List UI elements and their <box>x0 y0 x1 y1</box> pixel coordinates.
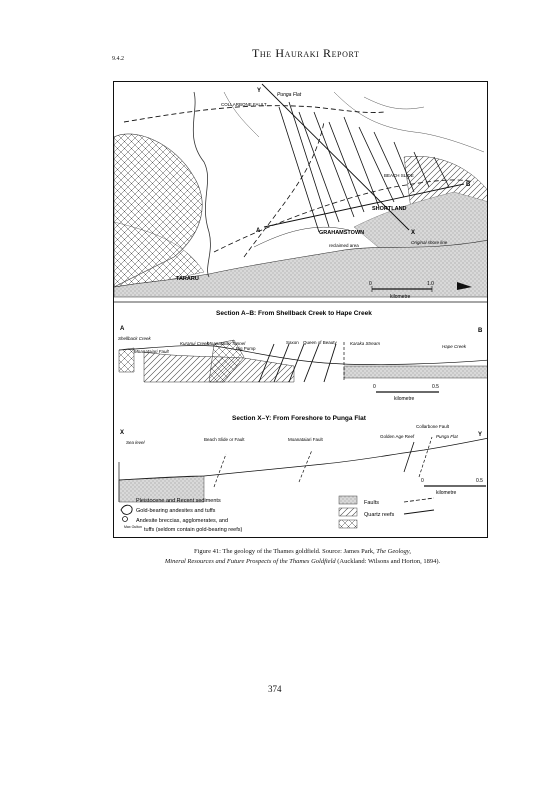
map-stream-2 <box>334 92 484 152</box>
map-point-b: B <box>466 182 471 188</box>
section-number: 9.4.2 <box>112 56 124 62</box>
map-label-reclaimed-area: reclaimed area <box>329 243 359 248</box>
section-ab-sediments <box>344 366 488 378</box>
legend-label-faults: Faults <box>364 500 379 506</box>
legend-item-breccias-cont: tuffs (seldom contain gold-bearing reefs) <box>144 527 243 533</box>
section-xy-label-golden-age-reef: Golden Age Reef <box>380 434 415 439</box>
map-label-shortland: SHORTLAND <box>372 206 407 212</box>
map-stream-1 <box>224 92 259 137</box>
section-ab-label-saxon: Saxon <box>286 340 299 345</box>
section-ab-andesite-west <box>119 348 134 372</box>
section-xy-point-x: X <box>120 430 125 436</box>
section-xy-label-punga-flat: Punga Flat <box>436 434 458 439</box>
map-label-grahamstown: GRAHAMSTOWN <box>319 230 365 236</box>
legend-item-andesites: Gold-bearing andesites and tuffs <box>136 508 216 514</box>
geology-figure-svg <box>114 82 488 538</box>
section-xy-surface <box>119 438 488 480</box>
legend-label-quartz-reefs: Quartz reefs <box>364 512 395 518</box>
section-ab-label-kuranui: Kuranui Creek <box>180 341 209 346</box>
map-scale-unit: kilometre <box>390 294 411 300</box>
section-ab-point-b: B <box>478 328 483 334</box>
map-moanataiari-fault <box>244 122 324 257</box>
section-ab-label-queen-of-beauty: Queen of Beauty <box>303 340 337 345</box>
report-title: The Hauraki Report <box>252 46 360 60</box>
section-ab-label-shellback: Shellback Creek <box>118 336 151 341</box>
map-label-tararu: TARARU <box>176 276 199 282</box>
legend-swatch-breccias <box>339 520 357 528</box>
section-xy-scale-zero: 0 <box>421 478 424 484</box>
section-xy-label-moanataiari-fault: Moanataiari Fault <box>288 437 323 442</box>
section-ab-label-karaka-stream: Karaka Stream <box>350 341 381 346</box>
section-ab-scale-bar <box>373 384 439 402</box>
section-xy-golden-age-reef <box>404 442 414 472</box>
map-label-punga-flat: Punga Flat <box>277 92 302 98</box>
section-xy-label-beach-slide-fault: Beach Slide or Fault <box>204 437 245 442</box>
map-scale-zero: 0 <box>369 281 372 287</box>
section-ab-scale-zero: 0 <box>373 384 376 390</box>
section-xy-title: Section X–Y: From Foreshore to Punga Flat <box>232 415 366 422</box>
section-ab <box>118 310 488 402</box>
map-label-beach-slide: BEACH SLIDE <box>384 173 414 178</box>
section-xy-scale-unit: kilometre <box>436 490 457 496</box>
section-xy-scale-max: 0.5 <box>476 478 483 484</box>
legend-swatch-sediments <box>339 496 357 504</box>
legend-item-sediments: Pleistocene and Recent sediments <box>136 498 221 504</box>
section-xy-collarbone-fault <box>419 437 432 477</box>
author-monogram-icon <box>121 505 132 521</box>
section-ab-label-moanataiari-fault: Moanataiari Fault <box>134 349 169 354</box>
section-xy <box>119 415 488 502</box>
page-number: 374 <box>268 684 282 694</box>
geology-figure <box>113 81 488 538</box>
caption-book-title-1: The Geology, <box>376 548 411 555</box>
section-xy-beach-slide-fault <box>214 454 226 487</box>
map-point-x: X <box>411 230 416 236</box>
caption-suffix: (Auckland: Wilsons and Horton, 1894). <box>337 558 441 565</box>
section-xy-point-y: Y <box>478 432 483 438</box>
figure-caption <box>120 547 485 567</box>
section-ab-label-hape-creek: Hape Creek <box>442 344 467 349</box>
map-scale-max: 1.0 <box>427 281 434 287</box>
map-point-a: A <box>256 228 261 234</box>
section-xy-scale-bar <box>421 478 486 496</box>
legend <box>121 496 434 533</box>
map-point-y: Y <box>257 88 262 94</box>
legend-quartz-reefs-line <box>404 510 434 514</box>
legend-author: Max Oulton <box>124 525 142 529</box>
caption-book-title-2: Mineral Resources and Future Prospects of the Thames Goldfield <box>164 558 336 565</box>
map-label-original-shore-line: Original shore line <box>411 240 448 245</box>
map-label-collarbone-fault: COLLARBONE FAULT <box>221 102 267 107</box>
geology-map <box>114 84 488 300</box>
section-ab-label-moanataiari-tunnel: Moanataiari Tunnel <box>207 341 246 346</box>
section-ab-label-big-pump: Big Pump <box>236 346 256 351</box>
section-xy-label-sea-level: Sea level <box>126 440 145 445</box>
section-ab-title: Section A–B: From Shellback Creek to Hape Creek <box>216 310 372 317</box>
caption-prefix: Figure 41: The geology of the Thames goldfield. Source: James Park, <box>194 548 375 555</box>
section-ab-point-a: A <box>120 326 125 332</box>
section-xy-label-collarbone-fault: Collarbone Fault <box>416 424 450 429</box>
legend-item-breccias: Andesite breccias, agglomerates, and <box>136 518 229 524</box>
legend-faults-line <box>404 498 434 502</box>
map-stream-3 <box>364 97 424 109</box>
section-ab-scale-max: 0.5 <box>432 384 439 390</box>
section-ab-scale-unit: kilometre <box>394 396 415 402</box>
legend-swatch-andesites <box>339 508 357 516</box>
